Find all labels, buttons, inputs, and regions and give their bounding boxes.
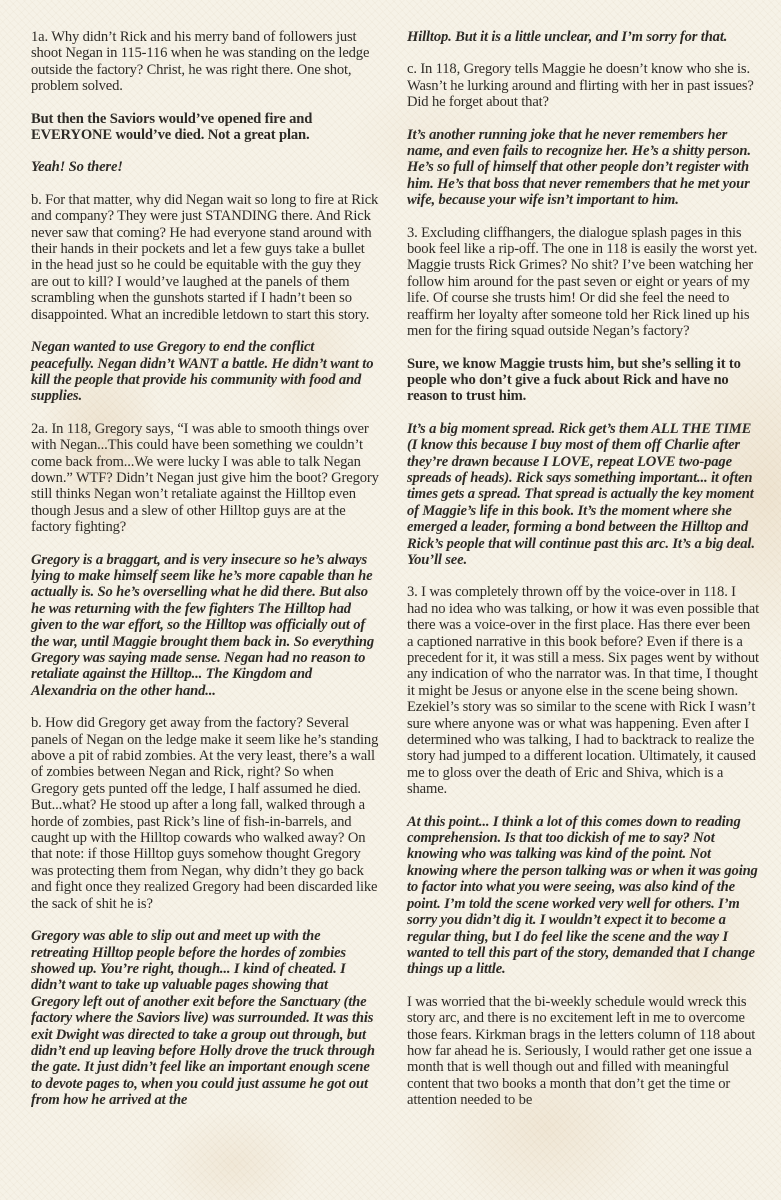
letter-paragraph: b. For that matter, why did Negan wait so long to fire at Rick and company? They were just STANDING there. And Rick never saw that coming? He had everyone stand around with their hands in their pockets and let a few guys take a bullet in the head just so he could be equitable with the guy they are out to kill? I would’ve laughed at the panels of them scrambling when the gunshots started if I hadn’t been so disappointed. What an incredible letdown to start this story. (31, 191, 379, 323)
letters-columns (31, 29, 759, 1125)
letter-paragraph: 3. I was completely thrown off by the voice-over in 118. I had no idea who was talking, or how it was even possible that there was a voice-over in the first place. Has there ever been a captioned narrative in this book before? Even if there is a precedent for it, it was still a mess. Six pages went by without any indication of who the narrator was. In that time, I thought it might be Jesus or anyone else in the scene being shown. Ezekiel’s story was so similar to the scene with Rick I wasn’t sure where anyone was or what was happening. Even after I determined who was talking, I had to backtrack to realize the story had jumped to a different location. Ultimately, it caused me to gloss over the death of Eric and Shiva, which is a shame. (407, 584, 759, 798)
letter-paragraph: c. In 118, Gregory tells Maggie he doesn’t know who she is. Wasn’t he lurking around and flirting with her in past issues? Did he forget about that? (407, 61, 754, 111)
editor-response-paragraph: Negan wanted to use Gregory to end the conflict peacefully. Negan didn’t WANT a battle. He didn’t want to kill the people that provide his community with food and supplies. (31, 339, 374, 405)
editor-response-paragraph: It’s a big moment spread. Rick get’s them ALL THE TIME (I know this because I buy most of them off Charlie after they’re drawn because I LOVE, repeat LOVE two-page spreads of heads). Rick says something important... it often times gets a spread. That spread is actually the key moment of Maggie’s life in this book. It’s the moment where she emerged a leader, forming a bond between the Hilltop and Rick’s people that will continue past this arc. It’s a big deal. You’ll see. (407, 420, 755, 568)
letters-column-left (31, 29, 379, 1125)
letter-paragraph: 1a. Why didn’t Rick and his merry band of followers just shoot Negan in 115-116 when he was standing on the ledge outside the factory? Christ, he was right there. One shot, problem solved. (31, 29, 370, 95)
letter-emphasis-paragraph: But then the Saviors would’ve opened fire and EVERYONE would’ve died. Not a great plan. (31, 110, 313, 144)
letter-paragraph: 2a. In 118, Gregory says, “I was able to smooth things over with Negan...This could have been something we couldn’t come back from...We were lucky I was able to talk Negan down.” WTF? Didn’t Negan just give him the boot? Gregory still thinks Negan won’t retaliate against the Hilltop even though Jesus and a slew of other Hilltop guys are at the factory fighting? (31, 420, 379, 536)
editor-response-paragraph: Hilltop. But it is a little unclear, and I’m sorry for that. (407, 29, 728, 45)
editor-response-paragraph: Gregory is a braggart, and is very insecure so he’s always lying to make himself seem like he’s more capable than he actually is. So he’s overselling what he did there. But also he was returning with the few fighters The Hilltop had given to the war effort, so the Hilltop was officially out of the war, until Maggie brought them back in. So everything Gregory was saying made sense. Negan had no reason to retaliate against the Hilltop... The Kingdom and Alexandria on the other hand... (31, 551, 374, 699)
editor-response-paragraph: Yeah! So there! (31, 159, 123, 176)
letter-paragraph: 3. Excluding cliffhangers, the dialogue splash pages in this book feel like a rip-off. The one in 118 is easily the worst yet. Maggie trusts Rick Grimes? No shit? I’ve been watching her follow him around for the past seven or eight or years of my life. Of course she trusts him! Or did she feel the need to reaffirm her loyalty after someone told her Rick lined up his men for the firing squad outside Negan’s factory? (407, 224, 758, 340)
letters-column-right (407, 29, 759, 1125)
editor-response-paragraph: At this point... I think a lot of this comes down to reading comprehension. Is that too dickish of me to say? Not knowing who was talking was kind of the point. Not knowing where the person talking was or when it was going to factor into what you were seeing, was also kind of the point. I’m told the scene worked very well for others. I’m sorry you didn’t dig it. I wouldn’t expect it to become a regular thing, but I do feel like the scene and the way I wanted to tell this part of the story, demanded that I change things up a little. (407, 813, 758, 978)
editor-response-paragraph: Gregory was able to slip out and meet up with the retreating Hilltop people before the hordes of zombies showed up. You’re right, though... I kind of cheated. I didn’t want to take up valuable pages showing that Gregory left out of another exit before the Sanctuary (the factory where the Saviors live) was surrounded. It was this exit Dwight was directed to take a group out through, but didn’t end up leaving before Holly drove the truck through the gate. It just didn’t feel like an important enough scene to devote pages to, when you could just assume he got out from how he arrived at the (31, 928, 375, 1109)
letter-paragraph: I was worried that the bi-weekly schedule would wreck this story arc, and there is no excitement left in me to overcome those fears. Kirkman brags in the letters column of 118 about how far ahead he is. Seriously, I would rather get one issue a month that is well though out and filled with meaningful content that two books a month that don’t get the time or attention needed to be (407, 993, 756, 1109)
letter-paragraph: b. How did Gregory get away from the factory? Several panels of Negan on the ledge make it seem like he’s standing above a pit of rabid zombies. At the very least, there’s a wall of zombies between Negan and Rick, right? So when Gregory gets punted off the ledge, I half assumed he died. But...what? He stood up after a long fall, walked through a horde of zombies, past Rick’s line of fish-in-barrels, and caught up with the Hilltop cowards who walked away? On that note: if those Hilltop guys somehow thought Gregory was protecting them from Negan, why didn’t they go back and fight once they realized Gregory had been discarded like the sack of shit he is? (31, 715, 379, 912)
editor-response-paragraph: It’s another running joke that he never remembers her name, and even fails to recognize her. He’s a shitty person. He’s so full of himself that other people don’t register with him. He’s that boss that never remembers that he met your wife, because your wife isn’t important to him. (407, 126, 751, 209)
letter-emphasis-paragraph: Sure, we know Maggie trusts him, but she’s selling it to people who don’t give a fuck about Rick and have no reason to trust him. (407, 355, 741, 405)
